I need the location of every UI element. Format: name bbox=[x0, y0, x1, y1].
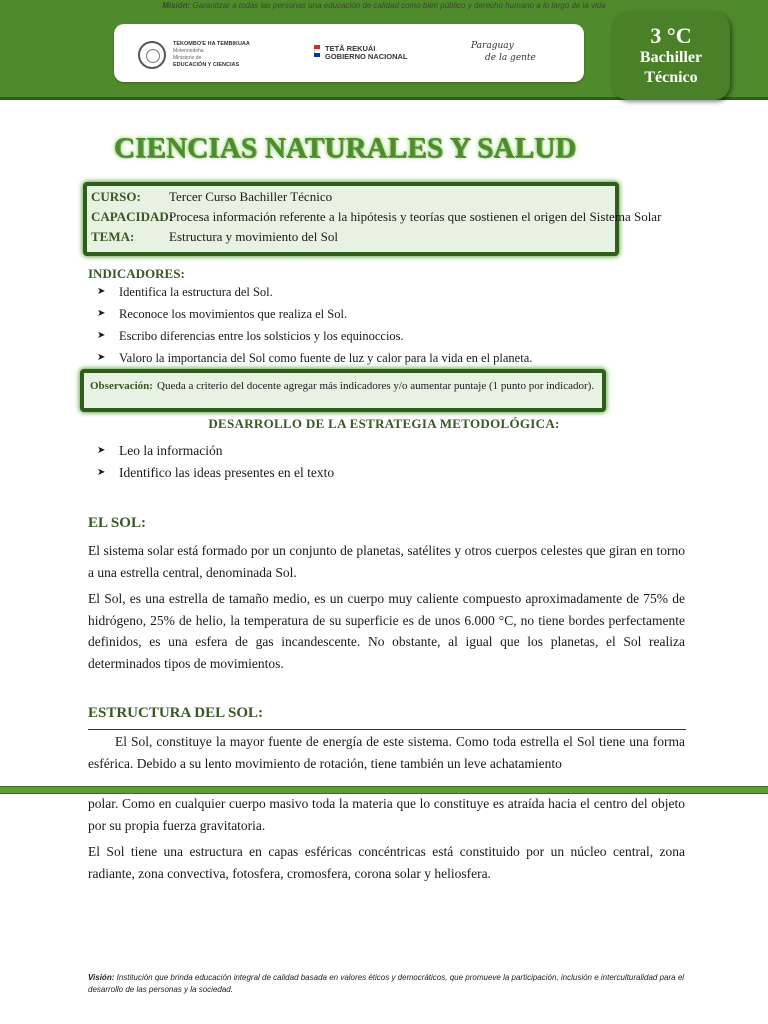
heading-underline bbox=[88, 729, 686, 730]
flag-icon bbox=[314, 45, 320, 57]
estructura-paragraph-3: El Sol tiene una estructura en capas esféricas concéntricas está constituido por un núcleo central, zona radiante, zona convectiva, fotosfera, cromosfera, corona solar y heliosfera. bbox=[88, 844, 685, 881]
el-sol-paragraph-1: El sistema solar está formado por un conjunto de planetas, satélites y otros cuerpos celestes que giran en torno a una estrella central, denominada Sol. bbox=[88, 543, 685, 580]
gobierno-nacional-logo: TETÃ REKUÁI GOBIERNO NACIONAL bbox=[314, 45, 408, 61]
arrow-bullet-icon: ➤ bbox=[97, 352, 106, 363]
page-title: CIENCIAS NATURALES Y SALUD bbox=[113, 132, 577, 164]
mission-statement: Misión: Garantizar a todas las personas una educación de calidad como bien público y derecho humano a lo largo de la vida bbox=[162, 1, 606, 10]
institution-logos bbox=[114, 24, 584, 82]
paraguay-de-la-gente-logo: Paraguay de la gente bbox=[471, 41, 536, 63]
arrow-bullet-icon: ➤ bbox=[97, 467, 106, 478]
el-sol-heading: EL SOL: bbox=[88, 515, 146, 531]
grade-badge: 3 °C Bachiller Técnico bbox=[612, 12, 730, 100]
arrow-bullet-icon: ➤ bbox=[97, 445, 106, 456]
el-sol-paragraph-2: El Sol, es una estrella de tamaño medio, es un cuerpo muy caliente compuesto aproximadamente de 75% de hidrógeno, 25% de helio, la temperatura de su superficie es de unos 6.000 °C, no tiene bordes perfectamente definidos, es una esfera de gas incandescente. No obstante, al igual que los planetas, el Sol realiza determinados tipos de movimientos. bbox=[88, 591, 685, 671]
seal-icon bbox=[138, 41, 166, 69]
estructura-paragraph-1: El Sol, constituye la mayor fuente de energía de este sistema. Como toda estrella el Sol tiene una forma esférica. Debido a su lento movimiento de rotación, tiene también un leve achatamiento bbox=[88, 734, 685, 771]
arrow-bullet-icon: ➤ bbox=[97, 286, 106, 297]
indicadores-heading: INDICADORES: bbox=[88, 266, 185, 281]
observacion-box: Observación: Queda a criterio del docente agregar más indicadores y/o aumentar puntaje (1 punto por indicador). bbox=[80, 369, 606, 412]
estructura-heading: ESTRUCTURA DEL SOL: bbox=[88, 705, 264, 721]
estrategia-heading: DESARROLLO DE LA ESTRATEGIA METODOLÓGICA: bbox=[208, 416, 560, 431]
estructura-paragraph-2: polar. Como en cualquier cuerpo masivo toda la materia que lo constituye es atraída hacia el centro del objeto por su propia fuerza gravitatoria. bbox=[88, 796, 685, 833]
arrow-bullet-icon: ➤ bbox=[97, 308, 106, 319]
arrow-bullet-icon: ➤ bbox=[97, 330, 106, 341]
mec-logo: TEKOMBO'E HA TEMBIKUAA Motenondeha Ministerio de EDUCACIÓN Y CIENCIAS bbox=[138, 41, 250, 69]
header-band bbox=[0, 0, 768, 100]
course-info-box: CURSO: Tercer Curso Bachiller Técnico CAPACIDAD: Procesa información referente a la hipótesis y teorías que sostienen el origen del Sistema Solar TEMA: Estructura y movimiento del Sol bbox=[83, 182, 619, 256]
vision-statement: Visión: Institución que brinda educación integral de calidad basada en valores éticos y democráticos, que promueve la participación, inclusión e interculturalidad para el desarrollo de las personas y la sociedad. bbox=[88, 973, 685, 994]
